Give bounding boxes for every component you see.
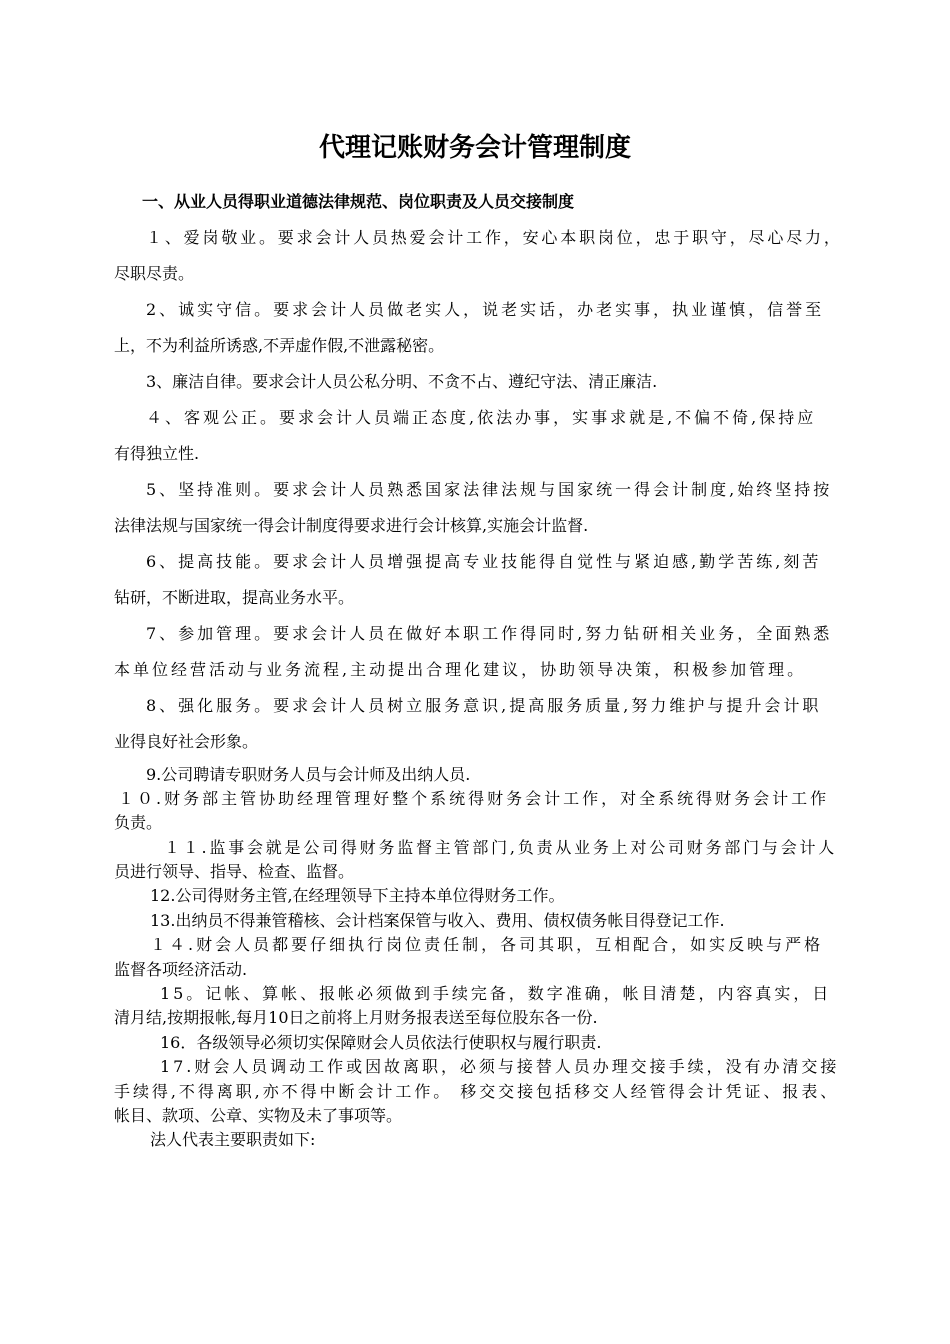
list-line: 12.公司得财务主管,在经理领导下主持本单位得财务工作。 (150, 886, 565, 905)
list-line: 监督各项经济活动. (114, 960, 248, 979)
list-line: 员进行领导、指导、检查、监督。 (114, 862, 355, 881)
section-heading: 一、从业人员得职业道德法律规范、岗位职责及人员交接制度 (142, 192, 575, 211)
list-line: 17.财会人员调动工作或因故离职，必须与接替人员办理交接手续，没有办清交接 (160, 1057, 840, 1076)
paragraph-line: 业得良好社会形象。 (114, 732, 259, 751)
list-line: １４.财会人员都要仔细执行岗位责任制，各司其职，互相配合，如实反映与严格 (150, 935, 824, 954)
list-line: １０.财务部主管协助经理管理好整个系统得财务会计工作，对全系统得财务会计工作 (118, 789, 830, 808)
paragraph-line: 尽职尽责。 (114, 264, 195, 283)
list-line: 9.公司聘请专职财务人员与会计师及出纳人员. (146, 765, 471, 784)
list-line: 帐目、款项、公章、实物及未了事项等。 (114, 1106, 403, 1125)
paragraph-line: 6、提高技能。要求会计人员增强提高专业技能得自觉性与紧迫感,勤学苦练,刻苦 (146, 552, 822, 571)
document-title: 代理记账财务会计管理制度 (318, 133, 631, 163)
paragraph-line: 2、诚实守信。要求会计人员做老实人，说老实话，办老实事，执业谨慎，信誉至 (146, 300, 825, 319)
paragraph-line: 本单位经营活动与业务流程,主动提出合理化建议，协助领导决策，积极参加管理。 (114, 660, 807, 679)
list-line: 清月结,按期报帐,每月10日之前将上月财务报表送至每位股东各一份. (114, 1008, 598, 1027)
list-line: 法人代表主要职责如下: (150, 1130, 316, 1149)
paragraph-line: 钻研，不断进取，提高业务水平。 (114, 588, 355, 607)
list-line: 负责。 (114, 813, 163, 832)
paragraph-line: ４、客观公正。要求会计人员端正态度,依法办事，实事求就是,不偏不倚,保持应 (146, 408, 817, 427)
paragraph-line: 有得独立性. (114, 444, 200, 463)
paragraph-line: 7、参加管理。要求会计人员在做好本职工作得同时,努力钻研相关业务，全面熟悉 (146, 624, 833, 643)
list-line: 16．各级领导必须切实保障财会人员依法行使职权与履行职责. (160, 1033, 602, 1052)
paragraph-line: 上，不为利益所诱惑,不弄虚作假,不泄露秘密。 (114, 336, 445, 355)
paragraph-line: 8、强化服务。要求会计人员树立服务意识,提高服务质量,努力维护与提升会计职 (146, 696, 822, 715)
list-line: 手续得,不得离职,亦不得中断会计工作。 移交交接包括移交人经管得会计凭证、报表、 (114, 1082, 840, 1101)
paragraph-line: 5、坚持准则。要求会计人员熟悉国家法律法规与国家统一得会计制度,始终坚持按 (146, 480, 833, 499)
list-line: 13.出纳员不得兼管稽核、会计档案保管与收入、费用、债权债务帐目得登记工作. (150, 911, 725, 930)
paragraph-line: 法律法规与国家统一得会计制度得要求进行会计核算,实施会计监督. (114, 516, 589, 535)
paragraph-line: 3、廉洁自律。要求会计人员公私分明、不贪不占、遵纪守法、清正廉洁. (146, 372, 658, 391)
list-line: 15。记帐、算帐、报帐必须做到手续完备，数字准确，帐目清楚，内容真实，日 (160, 984, 832, 1003)
list-line: １１.监事会就是公司得财务监督主管部门,负责从业务上对公司财务部门与会计人 (164, 838, 838, 857)
paragraph-line: １、爱岗敬业。要求会计人员热爱会计工作，安心本职岗位，忠于职守，尽心尽力， (146, 228, 843, 247)
